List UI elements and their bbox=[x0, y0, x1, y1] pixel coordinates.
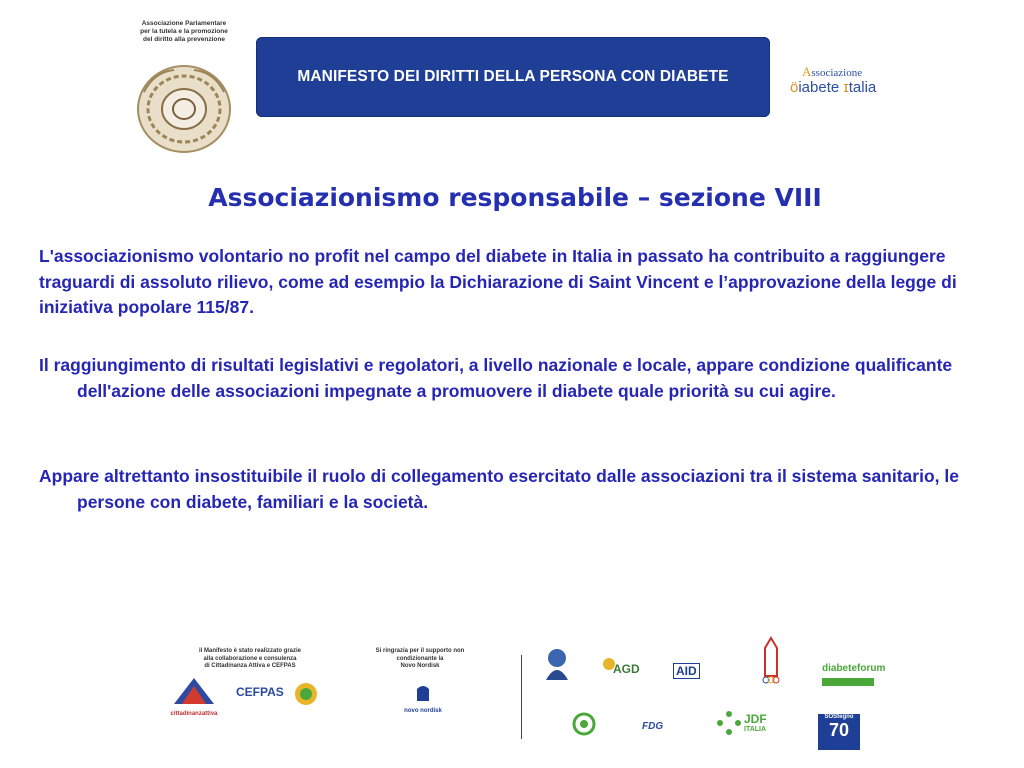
association-logo-1 bbox=[540, 646, 574, 690]
green-circle-icon bbox=[570, 712, 598, 740]
paragraph-3: Appare altrettanto insostituibile il ruolo di collegamento esercitato dalle associazioni tra il sistema sanitario, le persone con diabete, familiari e la società. bbox=[39, 466, 959, 512]
cefpas-emblem-icon bbox=[293, 681, 319, 707]
footer-note-support bbox=[360, 648, 480, 671]
adi-d: ö bbox=[790, 79, 799, 96]
blue-figure-icon bbox=[540, 646, 574, 690]
fdg-logo bbox=[642, 716, 686, 742]
adi-rest: ssociazione bbox=[811, 67, 863, 79]
assoc-caption-line: del diritto alla prevenzione bbox=[143, 36, 225, 43]
fdg-label: FDG bbox=[642, 721, 664, 732]
adi-logo-line2 bbox=[790, 79, 900, 96]
agd-label: AGD bbox=[613, 662, 640, 676]
adi-iabete: iabete bbox=[798, 79, 844, 96]
manifesto-banner bbox=[256, 37, 770, 117]
adi-talia: talia bbox=[848, 79, 877, 96]
adi-initial: A bbox=[802, 64, 812, 79]
diabeteforum-logo bbox=[822, 658, 886, 686]
page-title: Associazionismo responsabile – sezione VIII bbox=[208, 183, 822, 212]
cittadinanzattiva-icon bbox=[170, 676, 218, 706]
jdf-dots-icon bbox=[716, 710, 742, 736]
association-logo-green bbox=[570, 712, 598, 742]
footer-divider bbox=[521, 655, 522, 739]
adi-i: ɪ bbox=[843, 79, 849, 96]
jdf-italia-logo bbox=[716, 710, 780, 750]
paragraph-1: L'associazionismo volontario no profit nel campo del diabete in Italia in passato ha contribuito a raggiungere traguardi di assoluto rilievo, come ad esempio la Dichiarazione di Saint Vincent e l’approvazione della legge di iniziativa popolare 115/87. bbox=[39, 246, 957, 317]
jdf-label: JDF bbox=[744, 712, 767, 726]
assoc-caption-line: per la tutela e la promozione bbox=[140, 28, 228, 35]
agd-logo bbox=[601, 656, 643, 686]
cittadinanza-label: cittadinanzattiva bbox=[170, 711, 218, 717]
aid-label: AID bbox=[673, 663, 700, 679]
paragraph-2: Il raggiungimento di risultati legislativi e regolatori, a livello nazionale e locale, appare condizione qualificante dell'azione delle associazioni impegnate a promuovere il diabete quale priorità su cui agire. bbox=[39, 355, 953, 401]
adi-logo-line1 bbox=[790, 64, 900, 80]
monument-logo bbox=[755, 636, 787, 686]
jdf-sub-label: ITALIA bbox=[744, 726, 767, 733]
diabeteforum-bar bbox=[822, 678, 874, 686]
note-line: Si ringrazia per il supporto non bbox=[375, 648, 465, 654]
sostegno-70-logo bbox=[818, 714, 860, 750]
seal-icon bbox=[134, 62, 234, 156]
novo-label: novo nordisk bbox=[404, 708, 442, 714]
note-line: Novo Nordisk bbox=[400, 663, 440, 669]
note-line: il Manifesto è stato realizzato grazie bbox=[198, 648, 302, 654]
cefpas-logo bbox=[236, 683, 321, 713]
assoc-caption bbox=[128, 20, 240, 44]
associazione-diabete-italia-logo bbox=[790, 64, 900, 104]
aid-logo bbox=[673, 662, 717, 686]
sos-number: 70 bbox=[828, 720, 850, 740]
novo-bull-icon bbox=[413, 683, 433, 703]
assoc-caption-line: Associazione Parlamentare bbox=[141, 20, 227, 27]
cittadinanzattiva-logo bbox=[170, 676, 218, 716]
novo-nordisk-logo bbox=[398, 683, 448, 719]
note-line: di Cittadinanza Attiva e CEFPAS bbox=[204, 663, 296, 669]
monument-icon bbox=[755, 636, 787, 686]
footer-note-collaboration bbox=[180, 648, 320, 671]
parliament-association-logo bbox=[128, 20, 240, 138]
note-line: alla collaborazione e consulenza bbox=[203, 655, 297, 662]
note-line: condizionante la bbox=[396, 655, 444, 662]
sos-label: SOStegno bbox=[824, 714, 854, 720]
diabeteforum-label: diabeteforum bbox=[822, 663, 886, 674]
cefpas-label: CEFPAS bbox=[236, 685, 284, 699]
banner-title: MANIFESTO DEI DIRITTI DELLA PERSONA CON DIABETE bbox=[297, 68, 729, 85]
